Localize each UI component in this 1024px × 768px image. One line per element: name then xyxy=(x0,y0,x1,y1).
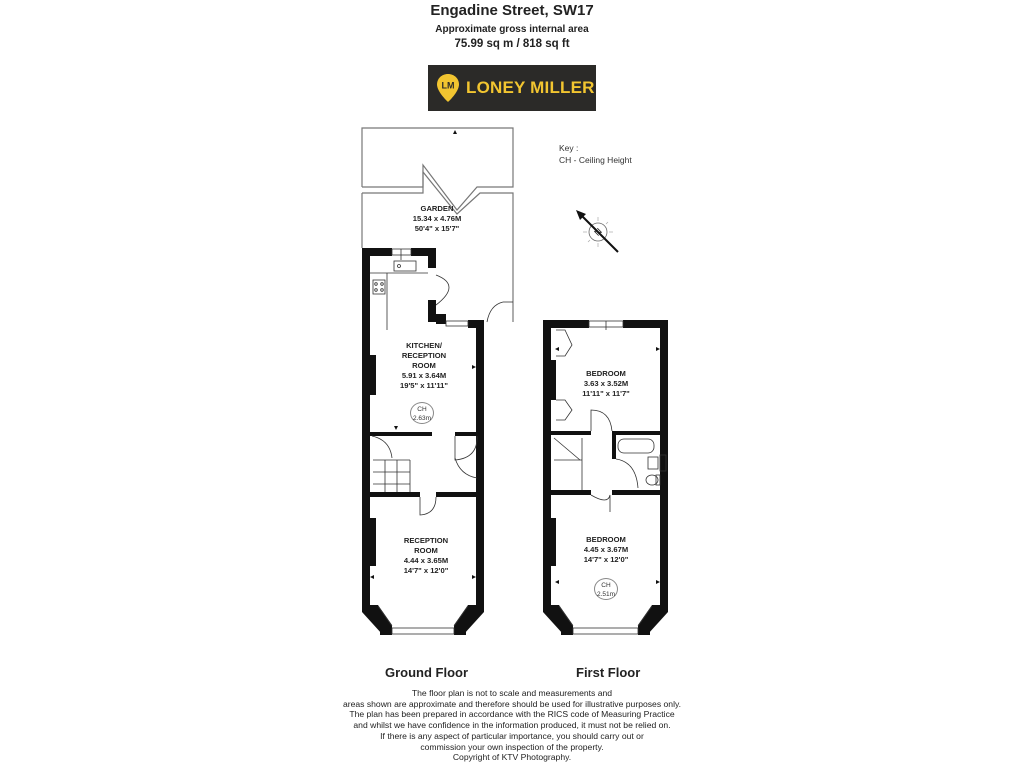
disclaimer xyxy=(0,688,1024,763)
svg-text:N: N xyxy=(592,226,604,238)
ceiling-height-badge xyxy=(410,402,434,424)
ground-floor-fixtures xyxy=(370,249,513,634)
ch-value: 2.63m xyxy=(412,415,432,422)
logo-text: LONEY MILLER xyxy=(466,78,595,97)
ground-floor-walls xyxy=(362,248,484,635)
room-name-line: ROOM xyxy=(414,546,438,555)
room-bedroom-2 xyxy=(584,535,629,565)
page-title: Engadine Street, SW17 xyxy=(430,2,594,19)
disclaimer-line: If there is any aspect of particular importance, you should carry out or xyxy=(380,730,644,741)
room-kitchen-reception xyxy=(400,341,448,391)
ch-label: CH xyxy=(417,406,427,413)
room-name: GARDEN xyxy=(420,204,454,213)
room-dimensions-metric: 4.45 x 3.67M xyxy=(583,545,629,554)
disclaimer-line: The floor plan is not to scale and measurements and xyxy=(411,688,613,698)
svg-text:LM: LM xyxy=(441,80,455,91)
room-dimensions-metric: 3.63 x 3.52M xyxy=(583,379,629,388)
room-reception xyxy=(404,536,449,576)
room-dimensions-metric: 15.34 x 4.76M xyxy=(412,214,462,223)
ch-value: 2.51m xyxy=(596,591,616,598)
room-name-line: RECEPTION xyxy=(401,351,447,360)
room-garden xyxy=(413,204,462,234)
room-name: BEDROOM xyxy=(586,369,626,378)
disclaimer-line: areas shown are approximate and therefore should be used for illustrative purposes only. xyxy=(342,698,682,709)
disclaimer-line: and whilst we have confidence in the information produced, it must not be relied on. xyxy=(353,720,671,731)
room-name-line: KITCHEN/ xyxy=(406,341,442,350)
key-item-ceiling-height: CH - Ceiling Height xyxy=(559,155,632,165)
key-title: Key : xyxy=(559,143,579,153)
gross-area: 75.99 sq m / 818 sq ft xyxy=(454,38,570,50)
room-dimensions-imperial: 11'11" x 11'7" xyxy=(582,389,630,398)
room-bedroom-1 xyxy=(582,369,630,399)
room-dimensions-imperial: 14'7" x 12'0" xyxy=(403,566,449,575)
room-name: BEDROOM xyxy=(586,535,626,544)
floor-label-ground: Ground Floor xyxy=(385,665,469,680)
room-dimensions-metric: 4.44 x 3.65M xyxy=(403,556,449,565)
room-dimensions-imperial: 19'5" x 11'11" xyxy=(400,381,448,390)
room-name-line: RECEPTION xyxy=(403,536,449,545)
room-name-line: ROOM xyxy=(412,361,436,370)
ceiling-height-badge xyxy=(594,578,618,600)
ch-label: CH xyxy=(601,582,611,589)
floor-label-first: First Floor xyxy=(576,665,641,680)
north-arrow-icon xyxy=(576,210,618,252)
area-subtitle: Approximate gross internal area xyxy=(435,24,589,35)
disclaimer-line: Copyright of KTV Photography. xyxy=(452,752,572,763)
room-dimensions-imperial: 50'4" x 15'7" xyxy=(414,224,460,233)
room-dimensions-imperial: 14'7" x 12'0" xyxy=(583,555,629,564)
disclaimer-line: The plan has been prepared in accordance with the RICS code of Measuring Practice xyxy=(349,709,675,720)
room-dimensions-metric: 5.91 x 3.64M xyxy=(401,371,447,380)
disclaimer-line: commission your own inspection of the property. xyxy=(420,741,604,752)
